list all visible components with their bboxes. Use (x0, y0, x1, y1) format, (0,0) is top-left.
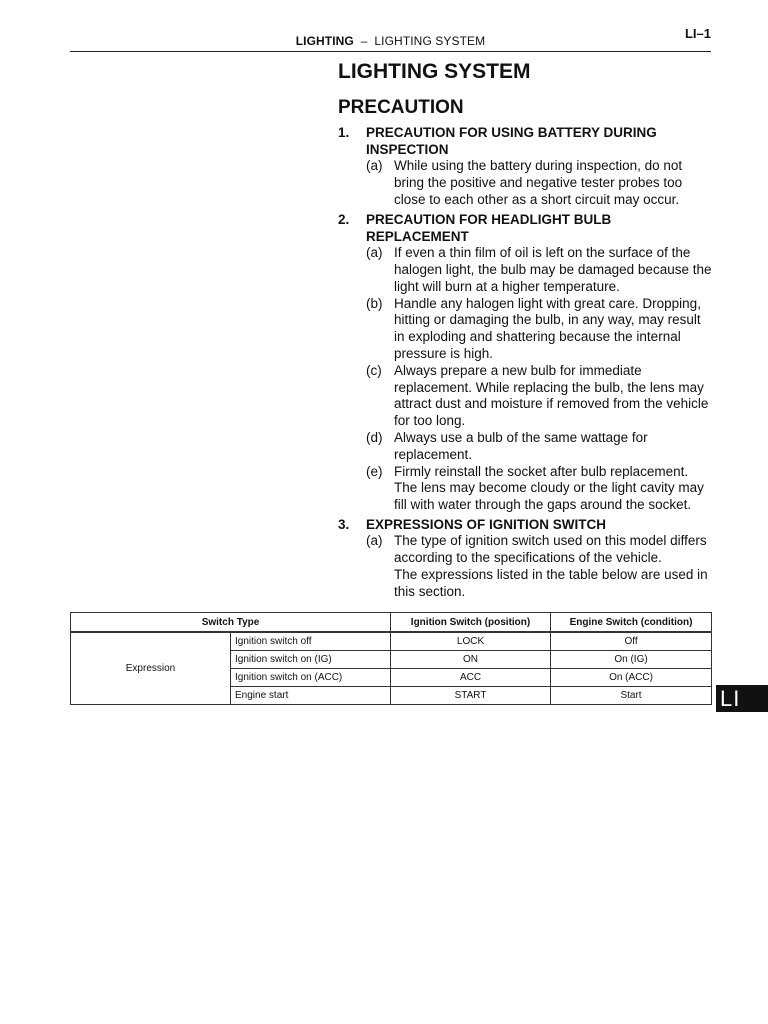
page-number: LI–1 (684, 26, 711, 41)
item-label: (a) (366, 245, 383, 261)
table-cell: Ignition switch off (231, 632, 391, 651)
section-tab-li (716, 685, 768, 712)
section-heading-precaution: PRECAUTION (338, 97, 464, 118)
header-separator: – (360, 34, 368, 48)
table-cell: Engine start (231, 687, 391, 705)
header-subsection: LIGHTING SYSTEM (374, 34, 486, 48)
table-cell: ACC (391, 669, 551, 687)
item-label: (e) (366, 463, 383, 479)
section-tab-label: LI (720, 686, 741, 711)
section-number: 3. (338, 516, 350, 532)
list-item (366, 533, 713, 600)
item-label: (a) (366, 158, 383, 174)
list-item (366, 245, 713, 295)
item-label: (b) (366, 295, 383, 311)
precaution-section-3 (338, 516, 713, 600)
header-section: LIGHTING (295, 34, 354, 48)
section-heading: EXPRESSIONS OF IGNITION SWITCH (366, 516, 607, 532)
table-cell: ON (391, 651, 551, 669)
table-cell: LOCK (391, 632, 551, 651)
item-text: While using the battery during inspection, do not bring the positive and negative tester probes too close to each other as a short circuit may occur. (394, 158, 683, 207)
page-title: LIGHTING SYSTEM (338, 60, 531, 83)
table-cell: On (ACC) (551, 669, 712, 687)
list-item (366, 158, 713, 208)
precaution-section-1 (338, 124, 713, 209)
column-header-ignition-switch: Ignition Switch (position) (391, 613, 551, 633)
table-header-row (71, 613, 712, 633)
table-cell: Start (551, 687, 712, 705)
precaution-section-2 (338, 211, 713, 514)
section-number: 1. (338, 125, 350, 140)
item-text: Handle any halogen light with great care. Dropping, hitting or damaging the bulb, in any way, may result in exploding and shattering because the internal pressure is high. (394, 295, 701, 361)
column-header-switch-type: Switch Type (71, 613, 391, 633)
section-number: 2. (338, 211, 350, 227)
list-item (366, 430, 713, 464)
table-cell: START (391, 687, 551, 705)
item-label: (a) (366, 533, 383, 549)
ignition-switch-table (70, 612, 712, 705)
list-item (366, 464, 713, 514)
main-content (338, 58, 713, 600)
table-cell: Ignition switch on (ACC) (231, 669, 391, 687)
item-text: Always prepare a new bulb for immediate replacement. While replacing the bulb, the lens may attract dust and moisture if removed from the vehicle for too long. (394, 362, 709, 429)
header-title (70, 34, 711, 48)
table-cell: Ignition switch on (IG) (231, 651, 391, 669)
item-label: (d) (366, 429, 383, 445)
item-text: If even a thin film of oil is left on the surface of the halogen light, the bulb may be damaged because the light will burn at a higher temperature. (394, 245, 712, 294)
item-text: Always use a bulb of the same wattage for replacement. (394, 429, 648, 462)
table-cell: Off (551, 632, 712, 651)
column-header-engine-switch: Engine Switch (condition) (551, 613, 712, 633)
item-label: (c) (366, 362, 382, 378)
list-item (366, 363, 713, 430)
list-item (366, 296, 713, 363)
section-heading: PRECAUTION FOR USING BATTERY DURING INSPECTION (366, 125, 657, 158)
table-cell: On (IG) (551, 651, 712, 669)
item-text: Firmly reinstall the socket after bulb replacement. The lens may become cloudy or the light cavity may fill with water through the gaps around the socket. (394, 463, 704, 513)
item-text: The type of ignition switch used on this model differs according to the specifications of the vehicle. The expressions listed in the table below are used in this section. (394, 533, 708, 599)
table-row (71, 632, 712, 651)
page-header (70, 28, 711, 52)
section-heading: PRECAUTION FOR HEADLIGHT BULB REPLACEMENT (366, 211, 612, 244)
row-group-label: Expression (71, 632, 231, 705)
